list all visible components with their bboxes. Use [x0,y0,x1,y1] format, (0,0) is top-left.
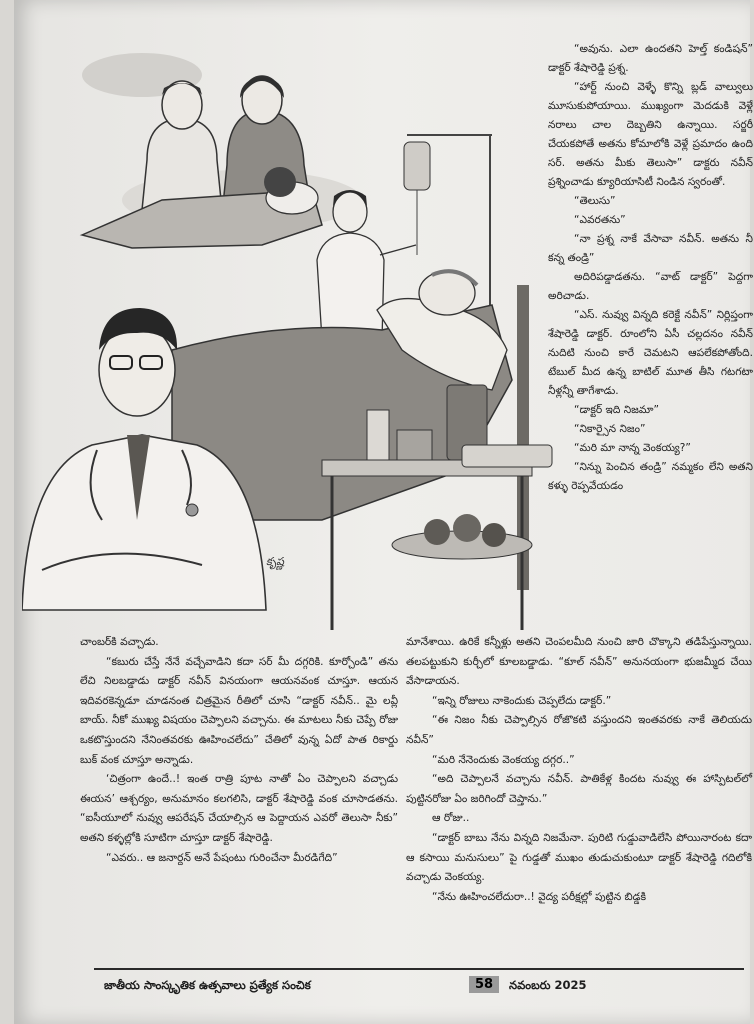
paragraph: మానేశాయి. ఉరికే కన్నీళ్లు అతని చెంపలమీది నుంచి జారి చొక్కాని తడిపేస్తున్నాయి. తలపట్టుకుని కుర్చీలో కూలబడ్డాడు. “కూల్ నవీన్” అనునయంగా భుజమ్మీద చేయి వేసాడాయన. [406,636,752,688]
paragraph: “ఇన్ని రోజులు నాకెందుకు చెప్పలేదు డాక్టర్.” [432,694,612,707]
paragraph: “మరి మా నాన్న వెంకయ్య?” [574,442,691,454]
paragraph: “డాక్టర్ బాబు నేను విన్నది నిజమేనా. పురిటి గుడ్డువాడిలేసి పోయినారంట కదా ఆ కసాయి మనుసులు” పై గుడ్డతో ముఖం తుడుచుకుంటూ డాక్టర్ శేషారెడ్డి గదిలోకి వచ్చాడు వెంకయ్య. [406,831,752,884]
paragraph: “ఎవరు.. ఆ జనార్దన్ అనే పేషంటు గురించేనా మీరడిగేది” [106,851,338,864]
paragraph: “తెలుసు” [574,195,616,207]
middle-text-column [406,633,752,907]
paragraph: ఆ రోజు.. [432,812,470,825]
page-footer [94,968,744,1010]
right-text-column [548,40,753,496]
left-text-column [80,633,398,868]
paragraph: “ఎవరతను” [574,214,626,226]
paragraph: “ఎస్. నువ్వు విన్నది కరెక్టే నవీన్” నిర్లిప్తంగా శేషారెడ్డి డాక్టర్. రూంలోని ఏసీ చల్లదనం నవీన్ నుదిటి నుంచి కారే చెమటని ఆపలేకపోతోంది. టేబుల్ మీద ఉన్న బాటిల్ మూత తీసి గటగటా నీళ్లన్నీ తాగేశాడు. [548,309,753,397]
paragraph: “కబురు చేస్తే నేనే వచ్చేవాడిని కదా సర్ మీ దగ్గరికి. కూర్చోండి” తను లేచి నిలబడ్డాడు డాక్టర్ నవీన్ వినయంగా ఆయనవంక చూస్తూ. ఆయన ఇదివరకెన్నడూ చూడనంత చిత్రమైన రీతిలో చూసి “డాక్టర్ నవీన్.. మై లవ్లీ బాయ్. నీకో ముఖ్య విషయం చెప్పాలని వచ్చాను. ఈ మాటలు నీకు చెప్పే రోజు ఒకటొస్తుందని నేనింతవరకు ఊహించలేదు” చేతిలో వున్న ఏదో పాత రికార్డు బుక్ వంక చూస్తూ అన్నాడు. [80,655,398,766]
paragraph: అదిరిపడ్డాడతను. “వాట్ డాక్టర్” పెద్దగా అరిచాడు. [548,271,753,302]
paragraph: ‘చిత్రంగా ఉందే..! ఇంత రాత్రి పూట నాతో ఏం చెప్పాలని వచ్చాడు ఈయన’ ఆశ్చర్యం, అనుమానం కలగలిసి, డాక్టర్ శేషారెడ్డి వంక చూసాడతను. “ఐసీయూలో నువ్వు ఆపరేషన్ చేయాల్సిన ఆ పెద్దాయన ఎవరో తెలుసా నీకు” అతని కళ్ళల్లోకి సూటిగా చూస్తూ డాక్టర్ శేషారెడ్డి. [80,773,398,844]
issue-title: జాతీయ సాంస్కృతిక ఉత్సవాలు ప్రత్యేక సంచిక [104,978,311,992]
paragraph: “నా ప్రశ్న నాకే వేసావా నవీన్. అతను నీ కన్న తండ్రి” [548,233,753,264]
paragraph: “ఈ నిజం నీకు చెప్పాల్సిన రోజొకటి వస్తుందని ఇంతవరకు నాకే తెలియదు నవీన్” [406,714,752,746]
magazine-page [14,0,753,1024]
paragraph: “నేను ఊహించలేదురా..! వైద్య పరీక్షల్లో పుట్టిన బిడ్డకి [432,890,647,903]
paragraph: చాంబర్‌కి వచ్చాడు. [80,636,159,648]
paragraph: “నికార్సైన నిజం” [574,423,646,435]
paragraph: “నిన్ను పెంచిన తండ్రి” నమ్మకం లేని అతని కళ్ళు రెప్పవేయడం [548,461,753,492]
page-number: 58 [469,976,499,993]
paragraph: “అది చెప్పాలనే వచ్చాను నవీన్. పాతికేళ్ల కిందట నువ్వు ఈ హాస్పిటల్‌లో పుట్టినరోజు ఏం జరిగిందో చెప్తాను.” [406,773,752,805]
artist-signature: కృష్ణ [266,555,284,568]
story-illustration [22,50,562,635]
paragraph: “డాక్టర్ ఇది నిజమా” [574,404,659,416]
paragraph: “మరి నేనెందుకు వెంకయ్య దగ్గర..” [432,753,575,766]
paragraph: “అవును. ఎలా ఉందతని హెల్త్ కండిషన్” డాక్టర్ శేషారెడ్డి ప్రశ్న. [548,43,753,74]
paragraph: “హార్ట్ నుంచి వెళ్ళే కొన్ని బ్లడ్ వాల్వులు మూసుకుపోయాయి. ముఖ్యంగా మెదడుకి వెళ్లే నరాలు చాల దెబ్బతిని ఉన్నాయి. సర్జరీ చేయకపోతే అతను కోమాలోకి వెళ్లే ప్రమాదం ఉంది సర్. అతను మీకు తెలుసా” డాక్టరు నవీన్ ప్రశ్నించాడు క్యూరియాసిటీ నిండిన స్వరంతో. [548,81,753,188]
issue-date: నవంబరు 2025 [509,978,587,992]
